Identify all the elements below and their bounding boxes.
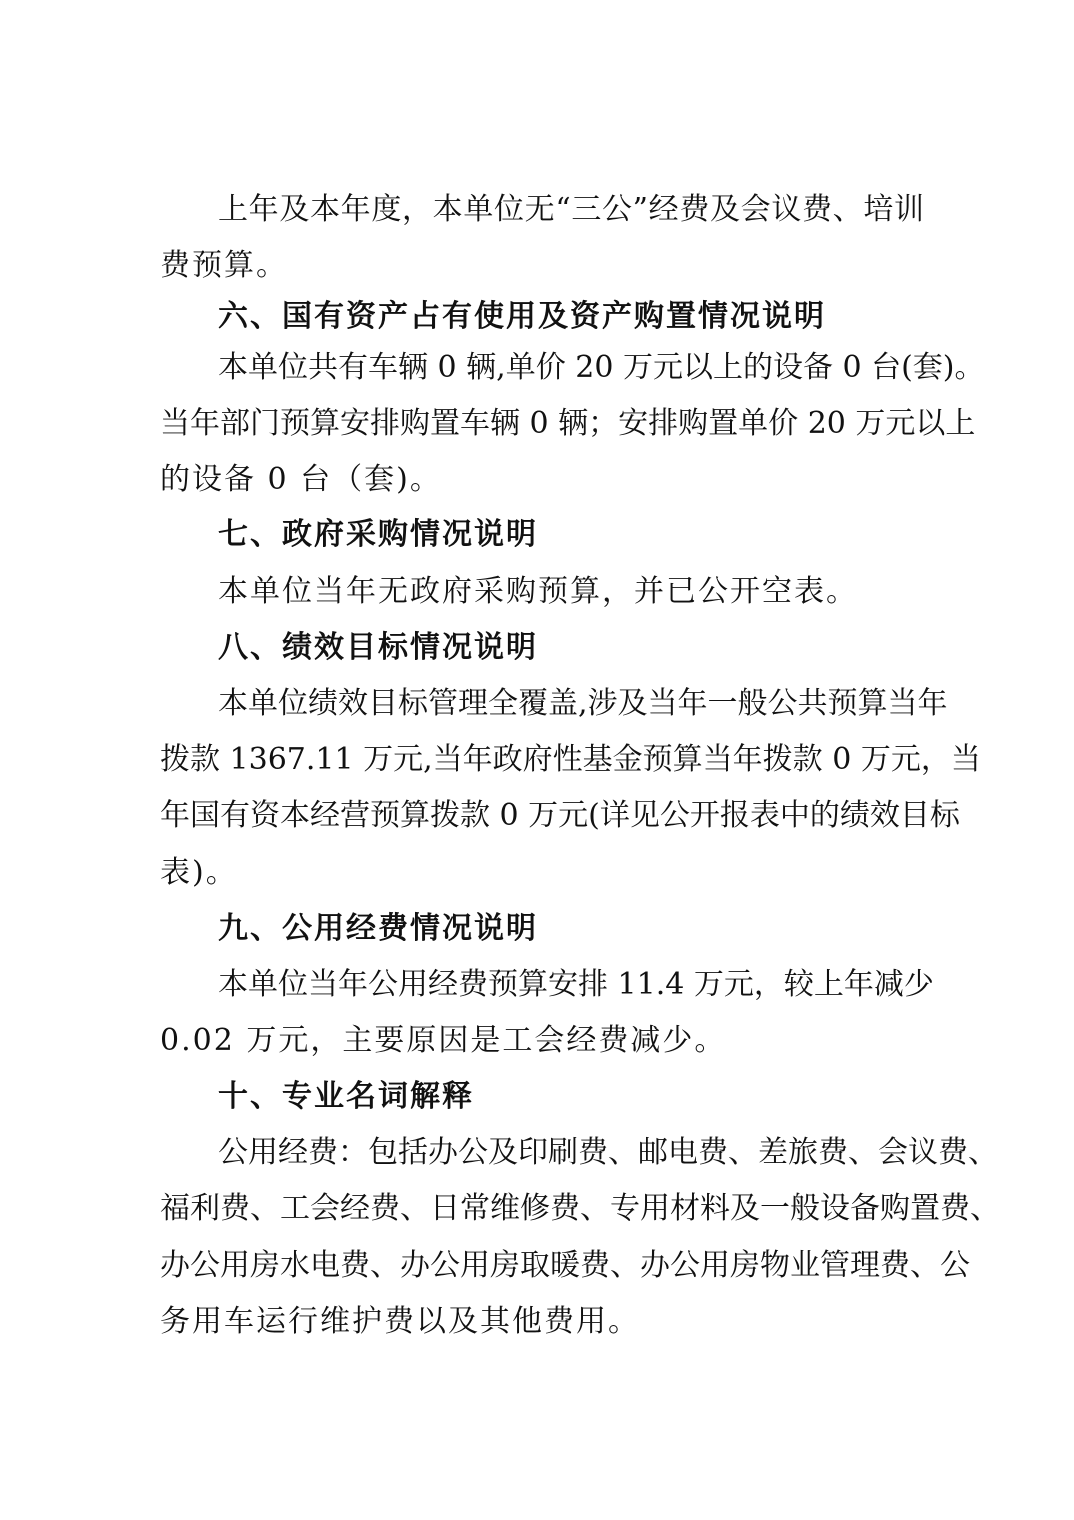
section9-paragraph-line-1: 本单位当年公用经费预算安排 11.4 万元，较上年减少 (218, 967, 934, 1002)
section6-paragraph-line-3: 的设备 0 台（套)。 (160, 462, 442, 497)
section6-paragraph-line-2: 当年部门预算安排购置车辆 0 辆；安排购置单价 20 万元以上 (160, 406, 976, 441)
section10-paragraph-line-1: 公用经费：包括办公及印刷费、邮电费、差旅费、会议费、 (218, 1135, 998, 1170)
section8-paragraph-line-2: 拨款 1367.11 万元,当年政府性基金预算当年拨款 0 万元，当 (160, 742, 981, 777)
section6-heading: 六、国有资产占有使用及资产购置情况说明 (218, 299, 826, 334)
section8-paragraph-line-1: 本单位绩效目标管理全覆盖,涉及当年一般公共预算当年 (218, 686, 948, 721)
section8-paragraph-line-3: 年国有资本经营预算拨款 0 万元(详见公开报表中的绩效目标 (160, 798, 960, 833)
section8-heading: 八、绩效目标情况说明 (218, 630, 538, 665)
section7-paragraph-line-1: 本单位当年无政府采购预算，并已公开空表。 (218, 574, 858, 609)
section10-paragraph-line-3: 办公用房水电费、办公用房取暖费、办公用房物业管理费、公 (160, 1248, 970, 1283)
section9-heading: 九、公用经费情况说明 (218, 911, 538, 946)
section9-paragraph-line-2: 0.02 万元，主要原因是工会经费减少。 (160, 1023, 727, 1058)
section5-paragraph-line-2: 费预算。 (160, 248, 288, 283)
section7-heading: 七、政府采购情况说明 (218, 517, 538, 552)
section10-heading: 十、专业名词解释 (218, 1079, 474, 1114)
section5-paragraph-line-1: 上年及本年度，本单位无“三公”经费及会议费、培训 (218, 192, 924, 227)
section10-paragraph-line-4: 务用车运行维护费以及其他费用。 (160, 1304, 640, 1339)
section8-paragraph-line-4: 表)。 (160, 855, 238, 890)
section10-paragraph-line-2: 福利费、工会经费、日常维修费、专用材料及一般设备购置费、 (160, 1191, 1000, 1226)
section6-paragraph-line-1: 本单位共有车辆 0 辆,单价 20 万元以上的设备 0 台(套)。 (218, 350, 985, 385)
